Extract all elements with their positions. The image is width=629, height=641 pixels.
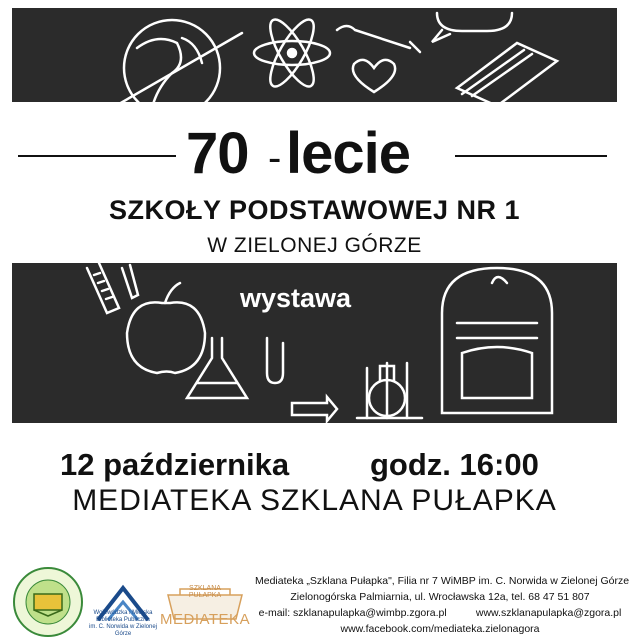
title-row (0, 118, 629, 188)
apple-doodle (127, 283, 205, 373)
chalk-doodles-top (12, 8, 617, 102)
test-tubes-doodle (357, 363, 422, 418)
footer-line-address: Mediateka „Szklana Pułapka", Filia nr 7 WiMBP im. C. Norwida w Zielonej Górze (255, 575, 629, 587)
arrow-doodle (292, 397, 337, 421)
event-venue: MEDIATEKA SZKLANA PUŁAPKA (72, 484, 557, 517)
event-date: 12 października (60, 447, 290, 482)
school-name: SZKOŁY PODSTAWOWEJ NR 1 (108, 195, 521, 225)
ruler-doodle (87, 263, 119, 313)
brush-doodle (337, 26, 420, 52)
footer-contact (255, 573, 629, 637)
flask-doodle (187, 338, 247, 398)
mediateka-logo-subtitle: SZKLANA PUŁAPKA (188, 585, 222, 599)
paperclip-doodle (267, 338, 283, 383)
speech-bubble-doodle (432, 13, 512, 42)
footer-line-email: e-mail: szklanapulapka@wimbp.zgora.pl www.szklanapulapka@zgora.pl (258, 607, 622, 619)
school-logo (10, 564, 86, 640)
anniversary-dash: - (268, 136, 281, 180)
school-location: W ZIELONEJ GÓRZE (207, 234, 422, 257)
event-time: godz. 16:00 (370, 447, 539, 482)
library-logo-text: Wojewódzka i Miejska Biblioteka Publiczna im. C. Norwida w Zielonej Górze (88, 610, 158, 637)
heart-doodle (353, 60, 395, 92)
title-rule-left (18, 155, 176, 157)
atom-doodle (254, 14, 330, 92)
globe-doodle (112, 20, 242, 102)
footer-line-street: Zielonogórska Palmiarnia, ul. Wrocławska 12a, tel. 68 47 51 807 (290, 591, 590, 603)
title-rule-right (455, 155, 607, 157)
pencil-doodle (122, 265, 138, 298)
anniversary-word: lecie (286, 121, 410, 186)
event-type-label: wystawa (240, 283, 352, 313)
mediateka-logo-text: MEDIATEKA (160, 611, 251, 628)
anniversary-number: 70 (186, 121, 249, 186)
book-doodle (457, 43, 557, 102)
backpack-doodle (442, 268, 552, 413)
chalkboard-banner-top (12, 8, 617, 102)
footer-line-facebook: www.facebook.com/mediateka.zielonagora (340, 623, 540, 635)
